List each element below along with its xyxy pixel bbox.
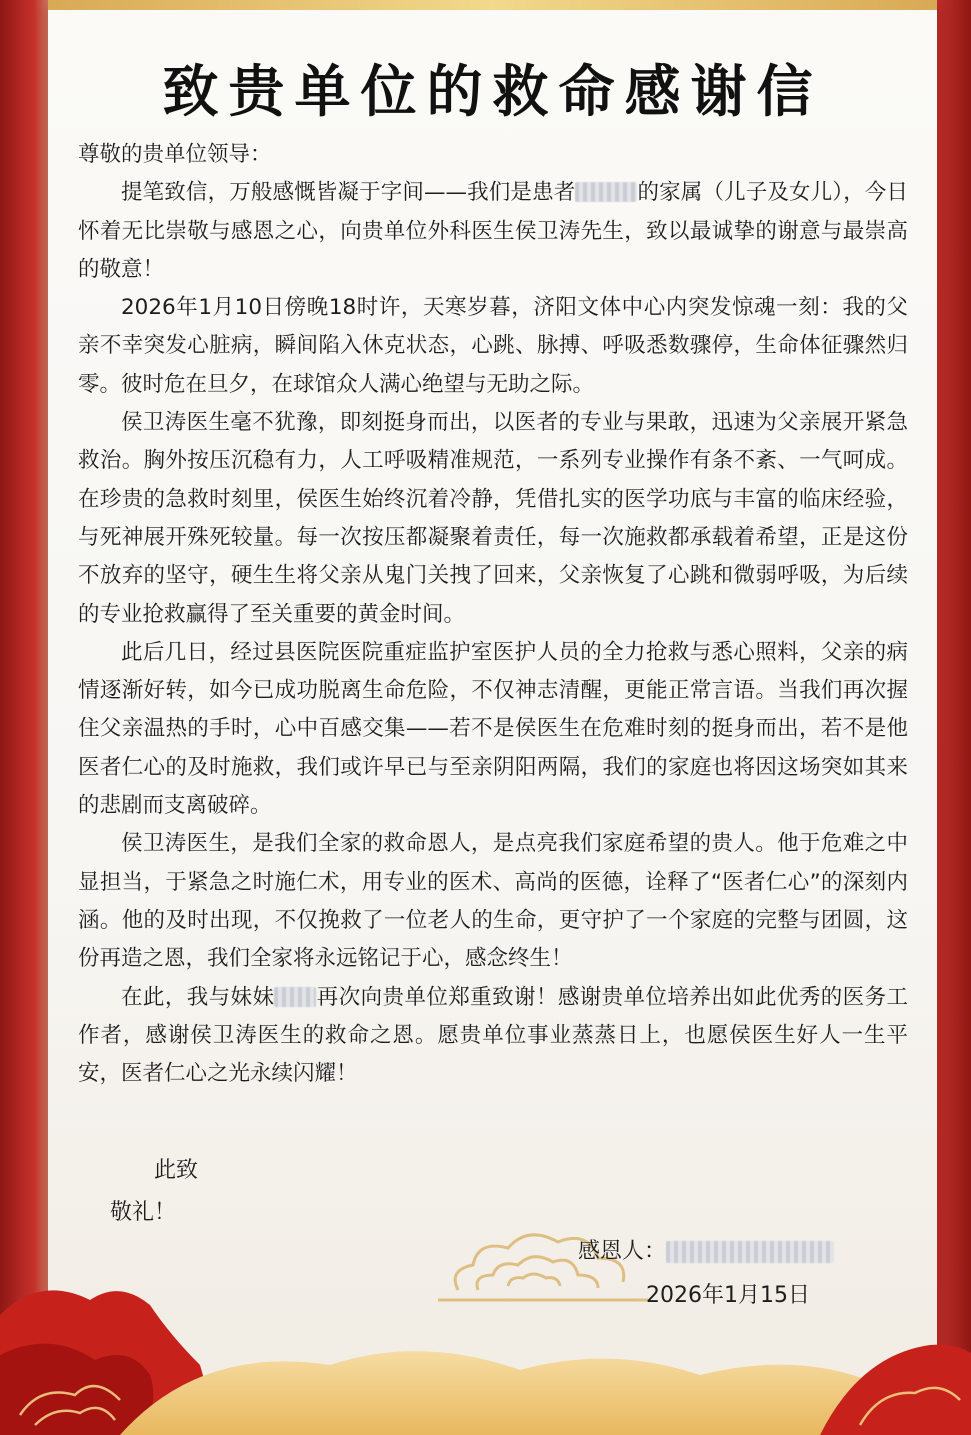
letter-title: 致贵单位的救命感谢信 <box>162 59 823 125</box>
redacted-patient-name <box>575 182 637 202</box>
paragraph-2: 2026年1月10日傍晚18时许，天寒岁暮，济阳文体中心内突发惊魂一刻：我的父亲不幸突发心脏病，瞬间陷入休克状态，心跳、脉搏、呼吸悉数骤停，生命体征骤然归零。彼时危在旦夕，在球馆众人满心绝望与无助之际。 <box>78 295 908 397</box>
redacted-sister-name <box>274 987 316 1007</box>
closing-jing-li: 敬礼！ <box>110 1200 177 1225</box>
paragraph-1 <box>78 174 908 289</box>
bottom-cloud-decoration <box>0 1275 971 1435</box>
letter-body <box>78 136 908 1093</box>
paragraph-6-end: 再次向贵单位郑重致谢！感谢贵单位培养出如此优秀的医务工作者，感谢侯卫涛医生的救命之恩。愿贵单位事业蒸蒸日上，也愿侯医生好人一生平安，医者仁心之光永续闪耀！ <box>78 984 908 1087</box>
signer-row <box>578 1230 834 1274</box>
letter-paper <box>48 0 937 1435</box>
paragraph-1-start: 提笔致信，万般感慨皆凝于字间——我们是患者 <box>121 180 576 206</box>
paragraph-1-end: 的家属（儿子及女儿），今日怀着无比崇敬与感恩之心，向贵单位外科医生侯卫涛先生，致以最诚挚的谢意与最崇高的敬意！ <box>78 180 908 282</box>
redacted-signer-names <box>666 1241 834 1263</box>
letter-date: 2026年1月15日 <box>646 1283 810 1308</box>
salutation: 尊敬的贵单位领导： <box>78 142 272 167</box>
paragraph-4: 此后几日，经过县医院医院重症监护室医护人员的全力抢救与悉心照料，父亲的病情逐渐好转，如今已成功脱离生命危险，不仅神志清醒，更能正常言语。当我们再次握住父亲温热的手时，心中百感交集——若不是侯医生在危难时刻的挺身而出，若不是他医者仁心的及时施救，我们或许早已与至亲阴阳两隔，我们的家庭也将因这场突如其来的悲剧而支离破碎。 <box>78 639 908 819</box>
paragraph-3: 侯卫涛医生毫不犹豫，即刻挺身而出，以医者的专业与果敢，迅速为父亲展开紧急救治。胸外按压沉稳有力，人工呼吸精准规范，一系列专业操作有条不紊、一气呵成。在珍贵的急救时刻里，侯医生始终沉着冷静，凭借扎实的医学功底与丰富的临床经验，与死神展开殊死较量。每一次按压都凝聚着责任，每一次施救都承载着希望，正是这份不放弃的坚守，硬生生将父亲从鬼门关拽了回来，父亲恢复了心跳和微弱呼吸，为后续的专业抢救赢得了至关重要的黄金时间。 <box>78 410 908 627</box>
paragraph-5: 侯卫涛医生，是我们全家的救命恩人，是点亮我们家庭希望的贵人。他于危难之中显担当，于紧急之时施仁术，用专业的医术、高尚的医德，诠释了“医者仁心”的深刻内涵。他的及时出现，不仅挽救了一位老人的生命，更守护了一个家庭的完整与团圆，这份再造之恩，我们全家将永远铭记于心，感念终生！ <box>78 831 908 972</box>
closing-ci-zhi: 此致 <box>154 1158 199 1183</box>
closing-block <box>110 1150 198 1234</box>
top-gold-rule <box>48 0 937 10</box>
paragraph-6 <box>78 979 908 1094</box>
signer-label: 感恩人： <box>578 1239 667 1264</box>
paragraph-6-start: 在此，我与妹妹 <box>121 984 275 1010</box>
